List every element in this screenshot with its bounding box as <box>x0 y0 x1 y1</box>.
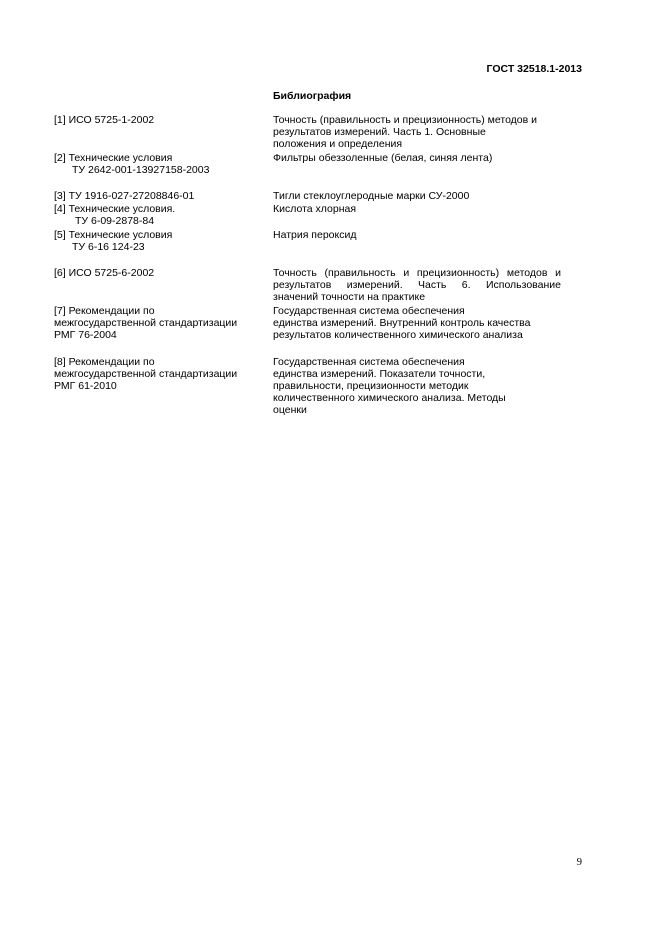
reference-line: РМГ 61-2010 <box>54 380 117 392</box>
entry-title <box>273 356 561 416</box>
reference-line: ТУ 6-16 124-23 <box>72 241 145 253</box>
title-line: Кислота хлорная <box>273 203 357 215</box>
reference-line: [1] ИСО 5725-1-2002 <box>54 114 155 126</box>
entry-reference <box>54 114 264 126</box>
entry-title <box>273 267 561 303</box>
entry-title <box>273 190 561 202</box>
entry-title <box>273 152 561 164</box>
reference-line: РМГ 76-2004 <box>54 329 117 341</box>
page-number: 9 <box>576 857 582 868</box>
title-line: правильности, прецизионности методик <box>273 380 469 392</box>
reference-line: межгосударственной стандартизации <box>54 317 238 329</box>
reference-line: ТУ 2642-001-13927158-2003 <box>72 164 210 176</box>
title-line: единства измерений. Показатели точности, <box>273 368 486 380</box>
entry-reference <box>54 229 264 253</box>
title-line: Тигли стеклоуглеродные марки СУ-2000 <box>273 190 470 202</box>
entry-reference <box>54 356 264 392</box>
title-line: результатов измерений. Часть 1. Основные <box>273 126 486 138</box>
title-line: единства измерений. Внутренний контроль качества <box>273 317 531 329</box>
title-line: Государственная система обеспечения <box>273 305 465 317</box>
reference-line: [8] Рекомендации по <box>54 356 155 368</box>
title-line: Точность (правильность и прецизионность) методов и <box>273 267 561 279</box>
title-line: положения и определения <box>273 138 403 150</box>
title-line: оценки <box>273 404 307 416</box>
reference-line: [6] ИСО 5725-6-2002 <box>54 267 155 279</box>
title-line: Натрия пероксид <box>273 229 357 241</box>
reference-line: [3] ТУ 1916-027-27208846-01 <box>54 190 195 202</box>
reference-line: [2] Технические условия <box>54 152 173 164</box>
standard-code: ГОСТ 32518.1-2013 <box>486 63 582 75</box>
entry-title <box>273 203 561 215</box>
reference-line: межгосударственной стандартизации <box>54 368 238 380</box>
entry-title <box>273 114 561 150</box>
reference-line: [4] Технические условия. <box>54 203 176 215</box>
entry-reference <box>54 305 264 341</box>
entry-reference <box>54 190 264 202</box>
entry-title <box>273 229 561 241</box>
title-line: Фильтры обеззоленные (белая, синяя лента) <box>273 152 493 164</box>
title-line: Точность (правильность и прецизионность) методов и <box>273 114 538 126</box>
title-line: значений точности на практике <box>273 291 426 303</box>
entry-reference <box>54 152 264 176</box>
entry-reference <box>54 267 264 279</box>
title-line: количественного химического анализа. Методы <box>273 392 506 404</box>
reference-line: [5] Технические условия <box>54 229 173 241</box>
reference-line: [7] Рекомендации по <box>54 305 155 317</box>
entry-reference <box>54 203 264 227</box>
title-line: результатов измерений. Часть 6. Использование <box>273 279 561 291</box>
section-title: Библиография <box>273 90 352 102</box>
reference-line: ТУ 6-09-2878-84 <box>75 215 155 227</box>
title-line: результатов количественного химического анализа <box>273 329 523 341</box>
title-line: Государственная система обеспечения <box>273 356 465 368</box>
entry-title <box>273 305 561 341</box>
